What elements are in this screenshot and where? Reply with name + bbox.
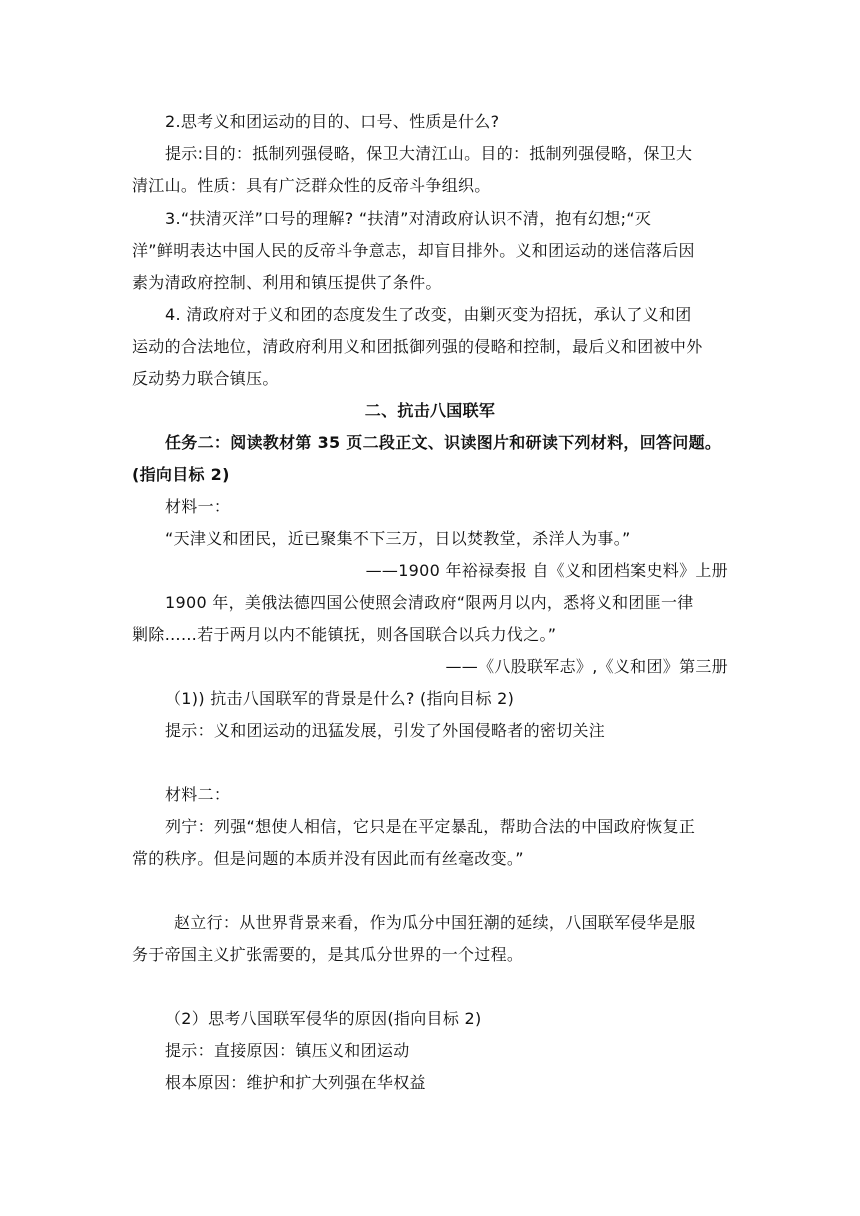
hint-2-line-1: 提示:目的：抵制列强侵略，保卫大清江山。目的：抵制列强侵略，保卫大: [165, 144, 693, 163]
hint-root-cause: 根本原因：维护和扩大列强在华权益: [165, 1073, 426, 1092]
item-4-line-3: 反动势力联合镇压。: [132, 369, 279, 388]
material-1-label: 材料一：: [165, 497, 231, 516]
material-2-zhao-line-2: 务于帝国主义扩张需要的，是其瓜分世界的一个过程。: [132, 945, 524, 964]
question-2-cause: （2）思考八国联军侵华的原因(指向目标 2): [165, 1009, 482, 1028]
material-1-note-source: ——《八股联军志》,《义和团》第三册: [445, 657, 728, 676]
hint-direct-cause: 提示：直接原因：镇压义和团运动: [165, 1041, 410, 1060]
material-2-lenin-line-1: 列宁：列强“想使人相信，它只是在平定暴乱，帮助合法的中国政府恢复正: [165, 817, 696, 836]
item-4-line-1: 4. 清政府对于义和团的态度发生了改变，由剿灭变为招抚，承认了义和团: [165, 305, 692, 324]
material-1-source: ——1900 年裕禄奏报 自《义和团档案史料》上册: [365, 561, 728, 580]
section-heading: 二、抗击八国联军: [364, 401, 496, 420]
item-3-line-3: 素为清政府控制、利用和镇压提供了条件。: [132, 273, 442, 292]
item-4-line-2: 运动的合法地位，清政府利用义和团抵御列强的侵略和控制，最后义和团被中外: [132, 337, 703, 356]
material-1-note-line-1: 1900 年，美俄法德四国公使照会清政府“限两月以内，悉将义和团匪一律: [165, 593, 694, 612]
task-2-line-1: 任务二：阅读教材第 35 页二段正文、识读图片和研读下列材料，回答问题。: [165, 433, 722, 452]
hint-2-line-2: 清江山。性质：具有广泛群众性的反帝斗争组织。: [132, 176, 491, 195]
item-3-line-2: 洋”鲜明表达中国人民的反帝斗争意志，却盲目排外。义和团运动的迷信落后因: [132, 241, 695, 260]
hint-1: 提示：义和团运动的迅猛发展，引发了外国侵略者的密切关注: [165, 721, 606, 740]
material-1-note-line-2: 剿除……若于两月以内不能镇抚，则各国联合以兵力伐之。”: [132, 625, 557, 644]
item-3-line-1: 3.“扶清灭洋”口号的理解? “扶清”对清政府认识不清，抱有幻想;“灭: [165, 209, 652, 228]
task-2-line-2: (指向目标 2): [132, 465, 230, 484]
material-2-label: 材料二：: [165, 785, 231, 804]
question-2: 2.思考义和团运动的目的、口号、性质是什么?: [165, 112, 500, 131]
material-1-quote: “天津义和团民，近已聚集不下三万，日以焚教堂，杀洋人为事。”: [165, 529, 631, 548]
material-2-lenin-line-2: 常的秩序。但是问题的本质并没有因此而有丝毫改变。”: [132, 849, 524, 868]
question-1: （1)) 抗击八国联军的背景是什么? (指向目标 2): [165, 689, 515, 708]
material-2-zhao-line-1: 赵立行：从世界背景来看，作为瓜分中国狂潮的延续，八国联军侵华是服: [174, 913, 696, 932]
